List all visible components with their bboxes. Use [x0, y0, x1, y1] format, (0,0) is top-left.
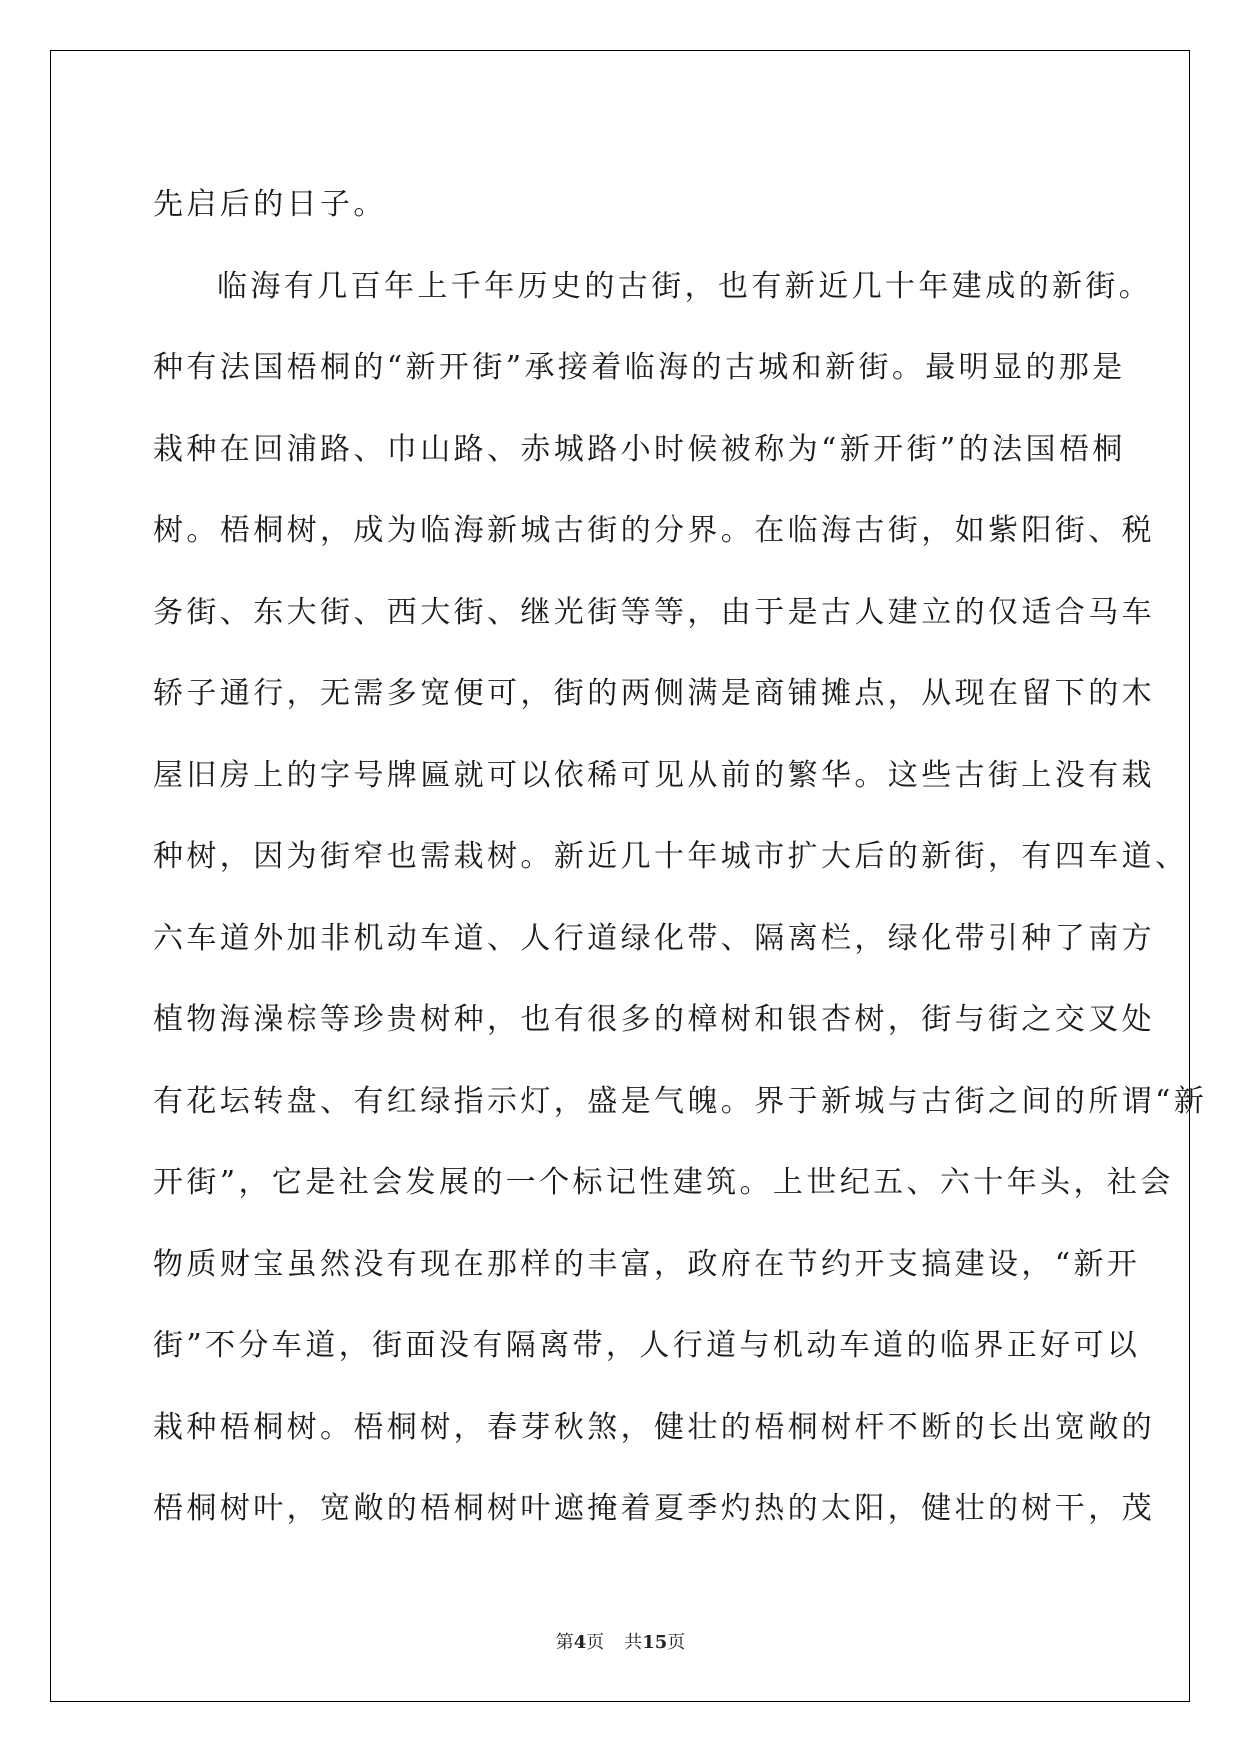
page-footer [0, 1628, 1241, 1654]
text-line: 务街、东大街、西大街、继光街等等，由于是古人建立的仅适合马车 [153, 594, 1155, 630]
text-line: 种有法国梧桐的“新开街”承接着临海的古城和新街。最明显的那是 [153, 350, 1126, 385]
text-line: 临海有几百年上千年历史的古街，也有新近几十年建成的新街。 [217, 268, 1153, 304]
text-line: 屋旧房上的字号牌匾就可以依稀可见从前的繁华。这些古街上没有栽 [153, 757, 1155, 793]
footer-total-suffix: 页 [667, 1632, 686, 1653]
text-line: 六车道外加非机动车道、人行道绿化带、隔离栏，绿化带引种了南方 [153, 920, 1155, 956]
text-line: 植物海澡棕等珍贵树种，也有很多的樟树和银杏树，街与街之交叉处 [153, 1002, 1155, 1037]
text-line: 种树，因为街窄也需栽树。新近几十年城市扩大后的新街，有四车道、 [153, 839, 1189, 874]
total-pages-number: 15 [642, 1632, 668, 1653]
footer-total-prefix: 共 [624, 1632, 643, 1653]
text-line: 栽种梧桐树。梧桐树，春芽秋煞，健壮的梧桐树杆不断的长出宽敞的 [153, 1409, 1155, 1445]
footer-prefix: 第 [555, 1632, 574, 1653]
text-line: 先启后的日子。 [153, 187, 387, 222]
text-line: 开街”，它是社会发展的一个标记性建筑。上世纪五、六十年头，社会 [153, 1165, 1174, 1200]
document-body [153, 164, 1208, 1550]
text-line: 轿子通行，无需多宽便可，街的两侧满是商铺摊点，从现在留下的木 [153, 676, 1155, 711]
text-line: 栽种在回浦路、巾山路、赤城路小时候被称为“新开街”的法国梧桐 [153, 431, 1126, 467]
text-line: 梧桐树叶，宽敞的梧桐树叶遮掩着夏季灼热的太阳，健壮的树干，茂 [153, 1491, 1155, 1526]
text-line: 物质财宝虽然没有现在那样的丰富，政府在节约开支搞建设，“新开 [153, 1246, 1141, 1282]
text-line: 树。梧桐树，成为临海新城古街的分界。在临海古街，如紫阳街、税 [153, 513, 1155, 548]
text-line: 有花坛转盘、有红绿指示灯，盛是气魄。界于新城与古街之间的所谓“新 [153, 1083, 1208, 1119]
current-page-number: 4 [573, 1632, 587, 1653]
footer-page-suffix: 页 [586, 1632, 605, 1653]
text-line: 街”不分车道，街面没有隔离带，人行道与机动车道的临界正好可以 [153, 1328, 1141, 1363]
